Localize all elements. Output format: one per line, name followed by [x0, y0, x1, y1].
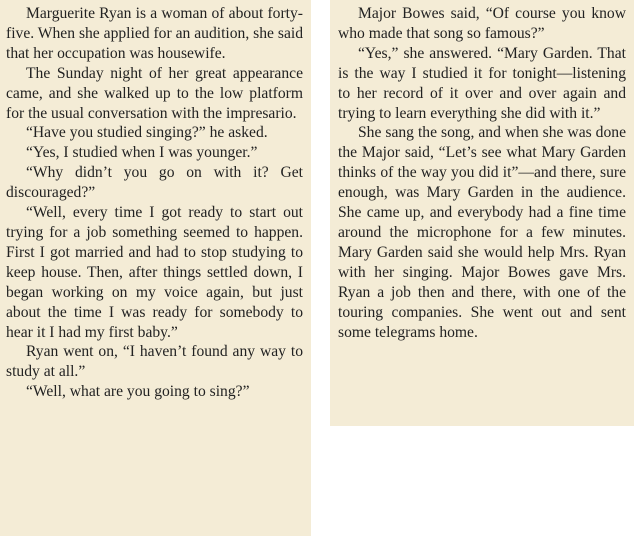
paragraph: She sang the song, and when she was done the Major said, “Let’s see what Mary Garden thinks of the way you did it”—and there, sure enough, was Mary Garden in the audience. She came up, and everybody had a fine time around the microphone for a few minutes. Mary Garden said she would help Mrs. Ryan with her singing. Major Bowes gave Mrs. Ryan a job then and there, with one of the touring companies. She went out and sent some telegrams home. [338, 124, 626, 341]
paragraph: Marguerite Ryan is a woman of about forty-five. When she applied for an audition, she said that her occupation was housewife. [6, 5, 303, 62]
left-text-column [0, 0, 311, 536]
paragraph: “Well, what are you going to sing?” [26, 383, 250, 401]
paragraph: “Yes, I studied when I was younger.” [26, 144, 258, 162]
right-text-column [330, 0, 634, 426]
paragraph: “Why didn’t you go on with it? Get discouraged?” [6, 164, 303, 202]
paragraph: “Have you studied singing?” he asked. [26, 124, 268, 142]
paragraph: “Yes,” she answered. “Mary Garden. That is the way I studied it for tonight—listening to her record of it over and over again and trying to learn everything she did with it.” [338, 44, 626, 122]
paragraph: Major Bowes said, “Of course you know who made that song so famous?” [338, 5, 626, 42]
paragraph: The Sunday night of her great appearance came, and she walked up to the low platform for the usual conversation with the impresario. [6, 64, 303, 122]
paragraph: “Well, every time I got ready to start out trying for a job something seemed to happen. First I got married and had to stop studying to keep house. Then, after things settled down, I began working on my voice again, but just about the time I was ready for somebody to hear it I had my first baby.” [6, 204, 303, 341]
paragraph: Ryan went on, “I haven’t found any way to study at all.” [6, 343, 303, 381]
